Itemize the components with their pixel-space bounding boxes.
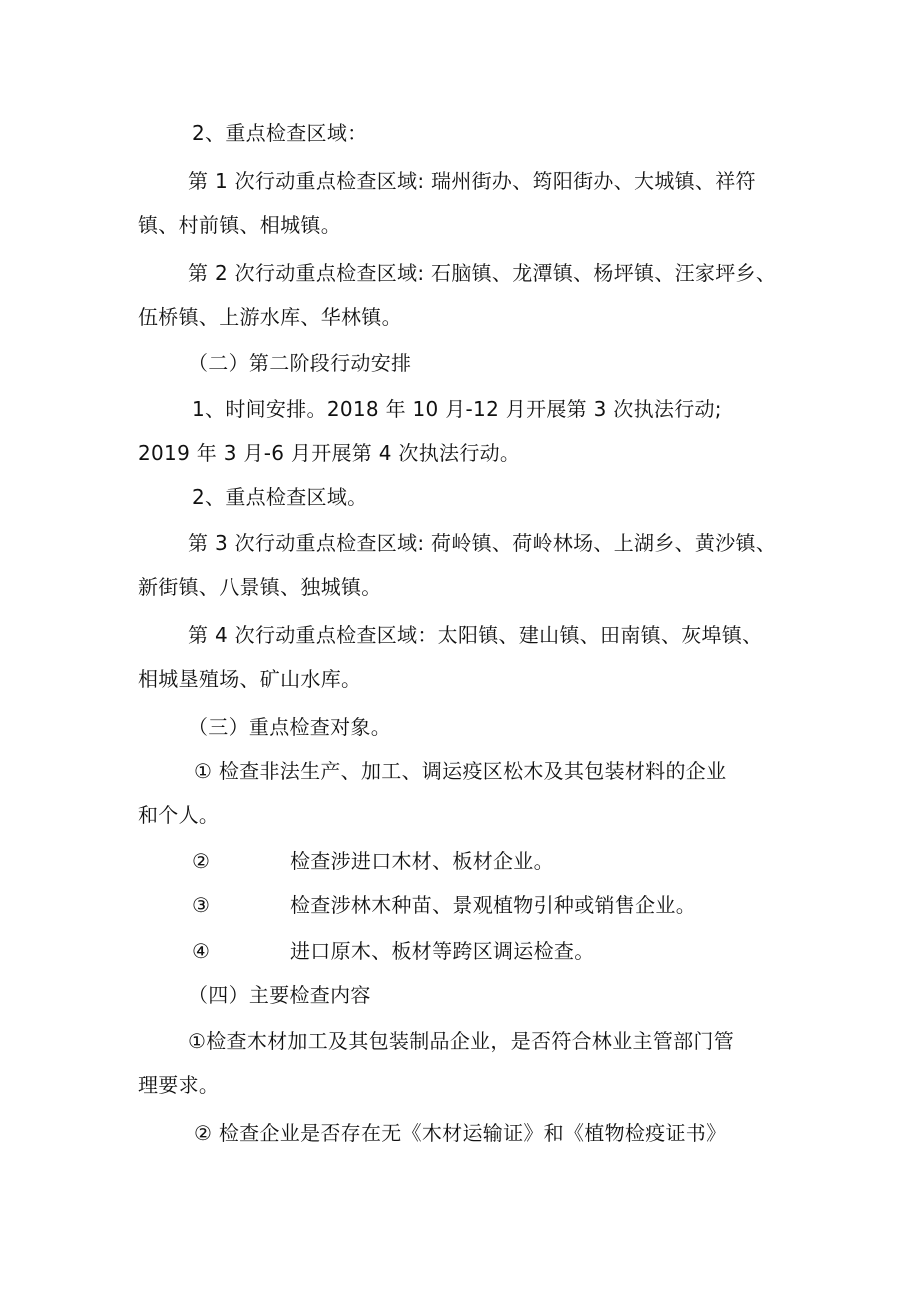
paragraph-line: ② 检查企业是否存在无《木材运输证》和《植物检疫证书》 [194, 1121, 727, 1145]
paragraph-line: 2019 年 3 月-6 月开展第 4 次执法行动。 [138, 441, 521, 465]
paragraph-line: 第 2 次行动重点检查区域: 石脑镇、龙潭镇、杨坪镇、汪家坪乡、 [188, 261, 777, 285]
list-marker: ③ [192, 893, 211, 917]
section-heading-inspection-targets: （三）重点检查对象。 [188, 715, 391, 739]
section-heading-inspection-areas-2: 2、重点检查区域。 [192, 485, 368, 509]
section-heading-main-content: （四）主要检查内容 [188, 983, 371, 1007]
paragraph-line: 相城垦殖场、矿山水库。 [138, 667, 362, 691]
paragraph-line: 理要求。 [138, 1073, 220, 1097]
paragraph-line: 第 4 次行动重点检查区域：太阳镇、建山镇、田南镇、灰埠镇、 [188, 623, 763, 647]
section-heading-inspection-areas: 2、重点检查区域： [192, 121, 368, 145]
list-item-text: 进口原木、板材等跨区调运检查。 [290, 939, 595, 963]
list-marker: ② [192, 849, 211, 873]
list-marker: ④ [192, 939, 211, 963]
paragraph-line: 新街镇、八景镇、独城镇。 [138, 575, 382, 599]
list-item-line: 和个人。 [138, 803, 220, 827]
paragraph-line: 1、时间安排。2018 年 10 月-12 月开展第 3 次执法行动; [192, 397, 722, 421]
paragraph-line: 第 1 次行动重点检查区域: 瑞州街办、筠阳街办、大城镇、祥符 [188, 169, 756, 193]
list-item-text: 检查涉林木种苗、景观植物引种或销售企业。 [290, 893, 696, 917]
paragraph-line: ①检查木材加工及其包装制品企业，是否符合林业主管部门管 [188, 1029, 735, 1053]
section-heading-phase-two: （二）第二阶段行动安排 [188, 351, 412, 375]
paragraph-line: 伍桥镇、上游水库、华林镇。 [138, 305, 402, 329]
paragraph-line: 镇、村前镇、相城镇。 [138, 213, 341, 237]
list-item-text: 检查涉进口木材、板材企业。 [290, 849, 554, 873]
paragraph-line: 第 3 次行动重点检查区域: 荷岭镇、荷岭林场、上湖乡、黄沙镇、 [188, 531, 777, 555]
list-item-line: ① 检查非法生产、加工、调运疫区松木及其包装材料的企业 [194, 759, 727, 783]
